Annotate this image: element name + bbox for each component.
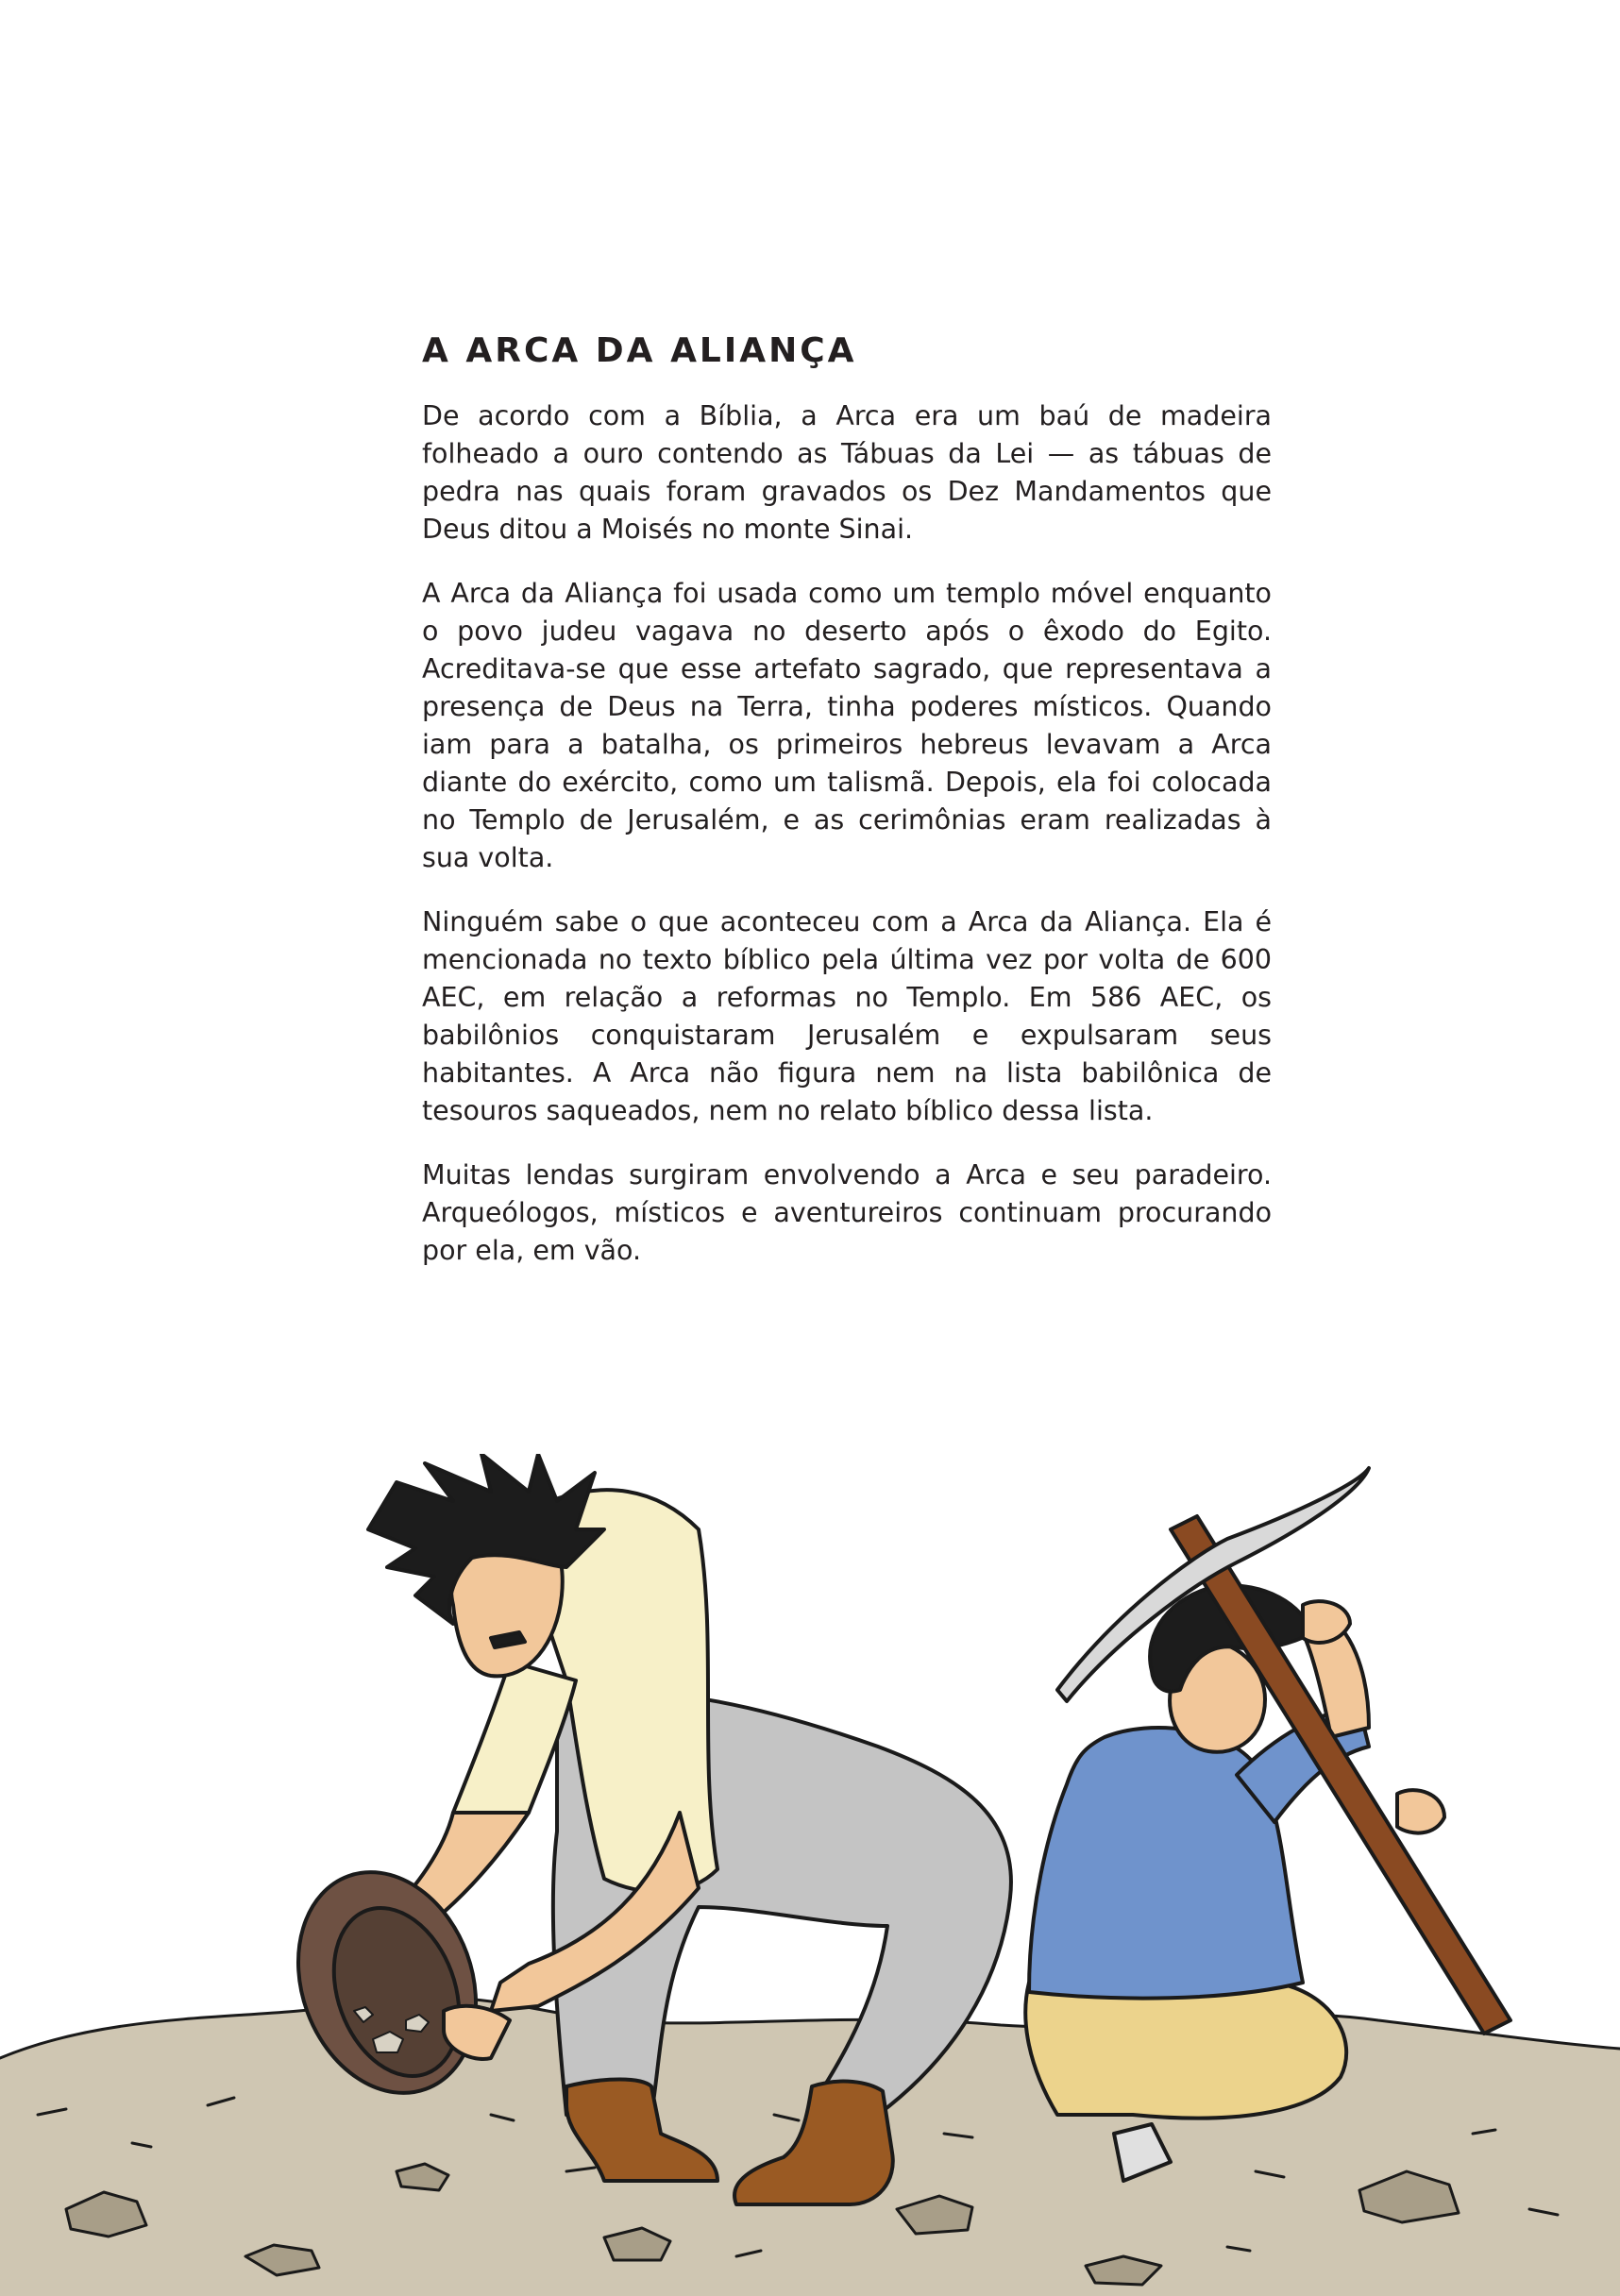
article-paragraph: De acordo com a Bíblia, a Arca era um baú de madeira folheado a ouro contendo as Tábuas da Lei — as tábuas de pedra nas quais foram gravados os Dez Mandamentos que Deus ditou a Moisés no monte Sinai. <box>422 400 1272 546</box>
article-paragraph: A Arca da Aliança foi usada como um templo móvel enquanto o povo judeu vagava no deserto após o êxodo do Egito. Acreditava-se que esse artefato sagrado, que representava a presença de Deus na Terra, tinha poderes místicos. Quando iam para a batalha, os primeiros hebreus levavam a Arca diante do exército, como um talismã. Depois, ela foi colocada no Templo de Jerusalém, e as cerimônias eram realizadas à sua volta. <box>422 578 1272 874</box>
excavation-illustration <box>0 1454 1620 2296</box>
woman-hand <box>1397 1790 1444 1832</box>
article <box>422 330 1272 1296</box>
article-paragraph: Ninguém sabe o que aconteceu com a Arca da Aliança. Ela é mencionada no texto bíblico pela última vez por volta de 600 AEC, em relação a reformas no Templo. Em 586 AEC, os babilônios conquistaram Jerusalém e expulsaram seus habitantes. A Arca não figura nem na lista babilônica de tesouros saqueados, nem no relato bíblico dessa lista. <box>422 906 1272 1127</box>
archaeologists-digging-illustration <box>0 1454 1620 2296</box>
article-paragraph: Muitas lendas surgiram envolvendo a Arca e seu paradeiro. Arqueólogos, místicos e aventureiros continuam procurando por ela, em vão. <box>422 1159 1272 1267</box>
article-title: A ARCA DA ALIANÇA <box>422 331 857 370</box>
